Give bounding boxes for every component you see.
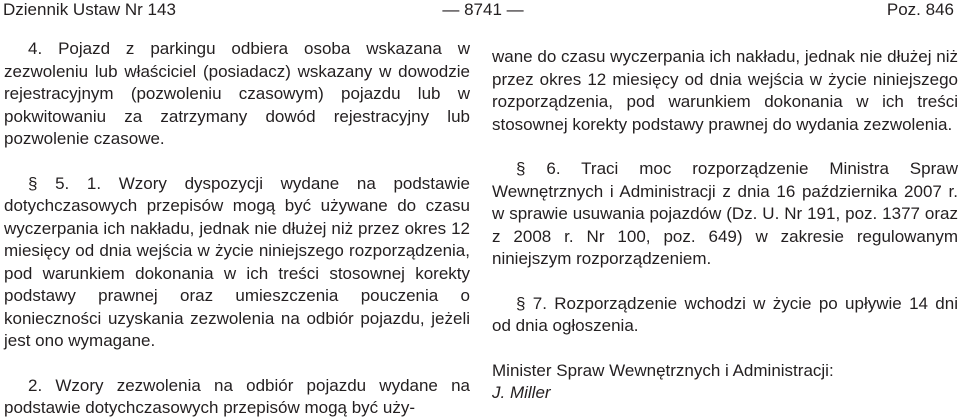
signature-name: J. Miller xyxy=(492,383,551,402)
right-column xyxy=(492,46,958,405)
section-5-paragraph-1: § 5. 1. Wzory dyspozycji wydane na podstawie dotychczasowych przepisów mogą być używane do czasu wyczerpania ich nakładu, jednak nie dłużej niż przez okres 12 miesięcy od dnia wejścia w życie niniejszego rozporządzenia, pod warunkiem dokonania w ich treści stosownej korekty podstawy prawnej oraz umieszczenia pouczenia o konieczności uzyskania zezwolenia na odbiór pojazdu, jeżeli jest ono wymagane. xyxy=(4,173,470,350)
position-number: Poz. 846 xyxy=(886,0,954,19)
continuation-paragraph: wane do czasu wyczerpania ich nakładu, jednak nie dłużej niż przez okres 12 miesięcy od dnia wejścia w życie niniejszego rozporządzenia, pod warunkiem dokonania w ich treści stosownej korekty podstawy prawnej do wydania zezwolenia. xyxy=(492,47,958,134)
page-header xyxy=(0,0,960,22)
section-6-paragraph: § 6. Traci moc rozporządzenie Ministra Spraw Wewnętrznych i Administracji z dnia 16 października 2007 r. w sprawie usuwania pojazdów (Dz. U. Nr 191, poz. 1377 oraz z 2008 r. Nr 100, poz. 649) w zakresie regulowanym niniejszym rozporządzeniem. xyxy=(492,159,958,268)
section-5-paragraph-2: 2. Wzory zezwolenia na odbiór pojazdu wydane na podstawie dotychczasowych przepisów mogą być uży- xyxy=(4,375,470,417)
journal-title: Dziennik Ustaw Nr 143 xyxy=(3,0,176,19)
section-7-paragraph: § 7. Rozporządzenie wchodzi w życie po upływie 14 dni od dnia ogłoszenia. xyxy=(492,293,958,335)
paragraph-4: 4. Pojazd z parkingu odbiera osoba wskazana w zezwoleniu lub właściciel (posiadacz) wskazany w dowodzie rejestracyjnym (pozwoleniu czasowym) pojazdu lub w pokwitowaniu za zatrzymany dowód rejestracyjny lub pozwolenie czasowe. xyxy=(4,39,470,148)
left-column xyxy=(4,38,470,420)
page-number: — 8741 — xyxy=(442,0,524,19)
signature-title: Minister Spraw Wewnętrznych i Administracji: xyxy=(492,360,834,380)
